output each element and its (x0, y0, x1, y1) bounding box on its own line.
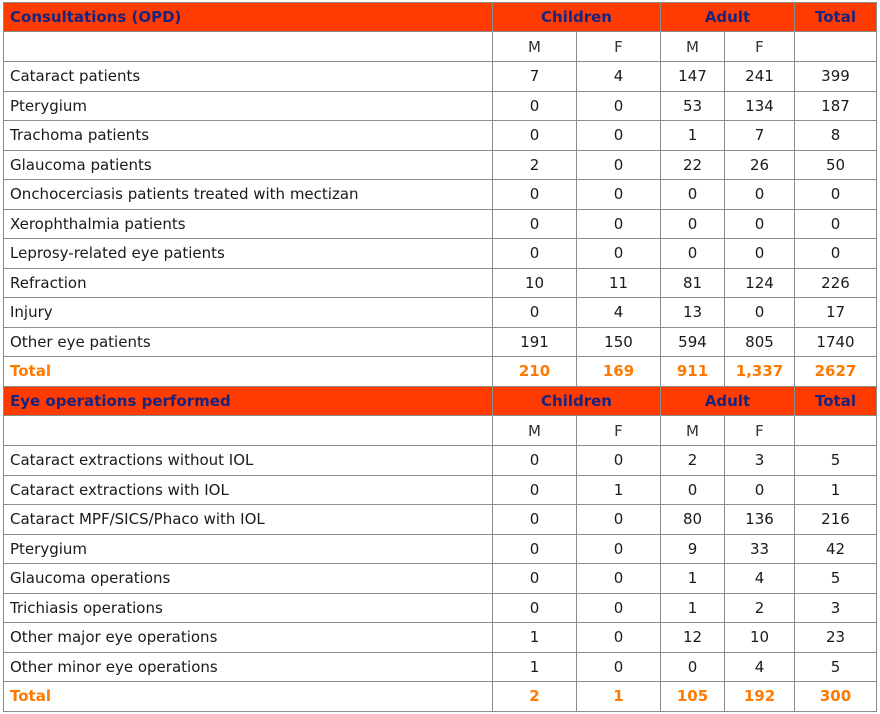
children-f-value: 0 (577, 239, 661, 269)
row-label: Other major eye operations (4, 623, 493, 653)
total-value: 1 (795, 475, 877, 505)
table-row (4, 623, 877, 653)
children-m-value: 0 (493, 446, 577, 476)
total-value: 0 (795, 209, 877, 239)
subheader-blank (4, 416, 493, 446)
children-m-value: 0 (493, 593, 577, 623)
total-row (4, 357, 877, 387)
subheader-adult-f: F (725, 32, 795, 62)
operations-title: Eye operations performed (4, 387, 493, 416)
subheader-children-m: M (493, 416, 577, 446)
row-label: Xerophthalmia patients (4, 209, 493, 239)
adult-m-value: 12 (661, 623, 725, 653)
children-m-value: 1 (493, 623, 577, 653)
table-row (4, 652, 877, 682)
adult-f-value: 136 (725, 505, 795, 535)
adult-f-value: 0 (725, 475, 795, 505)
total-value: 216 (795, 505, 877, 535)
subheader-adult-f: F (725, 416, 795, 446)
adult-m-value: 22 (661, 150, 725, 180)
children-m-value: 1 (493, 652, 577, 682)
children-m-value: 0 (493, 209, 577, 239)
children-m-value: 0 (493, 534, 577, 564)
adult-m-value: 594 (661, 327, 725, 357)
total-value: 5 (795, 652, 877, 682)
total-value: 1740 (795, 327, 877, 357)
total-value: 23 (795, 623, 877, 653)
children-m-value: 2 (493, 682, 577, 712)
children-m-value: 0 (493, 298, 577, 328)
operations-subheader-row (4, 416, 877, 446)
row-label: Pterygium (4, 534, 493, 564)
total-value: 2627 (795, 357, 877, 387)
children-f-value: 150 (577, 327, 661, 357)
total-label: Total (4, 682, 493, 712)
children-group-header: Children (493, 3, 661, 32)
adult-m-value: 1 (661, 593, 725, 623)
adult-f-value: 241 (725, 62, 795, 92)
subheader-total-blank (795, 416, 877, 446)
children-f-value: 0 (577, 505, 661, 535)
table-row (4, 534, 877, 564)
row-label: Other minor eye operations (4, 652, 493, 682)
children-f-value: 0 (577, 652, 661, 682)
children-f-value: 0 (577, 91, 661, 121)
row-label: Trichiasis operations (4, 593, 493, 623)
children-m-value: 0 (493, 121, 577, 151)
children-m-value: 10 (493, 268, 577, 298)
table-row (4, 121, 877, 151)
adult-f-value: 0 (725, 180, 795, 210)
adult-m-value: 0 (661, 239, 725, 269)
consultations-table (3, 2, 877, 387)
adult-m-value: 53 (661, 91, 725, 121)
total-value: 8 (795, 121, 877, 151)
total-value: 3 (795, 593, 877, 623)
children-m-value: 0 (493, 505, 577, 535)
adult-group-header: Adult (661, 3, 795, 32)
table-row (4, 564, 877, 594)
row-label: Refraction (4, 268, 493, 298)
adult-f-value: 192 (725, 682, 795, 712)
total-row (4, 682, 877, 712)
children-f-value: 4 (577, 298, 661, 328)
adult-f-value: 4 (725, 652, 795, 682)
children-f-value: 1 (577, 682, 661, 712)
subheader-adult-m: M (661, 32, 725, 62)
total-value: 42 (795, 534, 877, 564)
row-label: Trachoma patients (4, 121, 493, 151)
children-m-value: 191 (493, 327, 577, 357)
table-row (4, 62, 877, 92)
consultations-title: Consultations (OPD) (4, 3, 493, 32)
subheader-adult-m: M (661, 416, 725, 446)
adult-m-value: 0 (661, 209, 725, 239)
adult-m-value: 81 (661, 268, 725, 298)
table-row (4, 150, 877, 180)
total-value: 300 (795, 682, 877, 712)
adult-m-value: 105 (661, 682, 725, 712)
total-value: 187 (795, 91, 877, 121)
children-m-value: 210 (493, 357, 577, 387)
total-value: 5 (795, 446, 877, 476)
children-f-value: 4 (577, 62, 661, 92)
adult-m-value: 9 (661, 534, 725, 564)
adult-f-value: 3 (725, 446, 795, 476)
total-value: 5 (795, 564, 877, 594)
table-row (4, 209, 877, 239)
children-m-value: 2 (493, 150, 577, 180)
operations-header-row (4, 387, 877, 416)
children-m-value: 0 (493, 564, 577, 594)
children-f-value: 0 (577, 150, 661, 180)
children-m-value: 7 (493, 62, 577, 92)
total-value: 0 (795, 239, 877, 269)
row-label: Pterygium (4, 91, 493, 121)
children-f-value: 0 (577, 564, 661, 594)
adult-f-value: 7 (725, 121, 795, 151)
adult-f-value: 2 (725, 593, 795, 623)
adult-f-value: 0 (725, 298, 795, 328)
children-f-value: 1 (577, 475, 661, 505)
total-label: Total (4, 357, 493, 387)
adult-f-value: 0 (725, 209, 795, 239)
table-row (4, 593, 877, 623)
table-row (4, 298, 877, 328)
row-label: Glaucoma patients (4, 150, 493, 180)
table-row (4, 446, 877, 476)
adult-f-value: 124 (725, 268, 795, 298)
adult-f-value: 33 (725, 534, 795, 564)
table-row (4, 268, 877, 298)
subheader-children-m: M (493, 32, 577, 62)
adult-f-value: 1,337 (725, 357, 795, 387)
children-f-value: 0 (577, 446, 661, 476)
table-row (4, 91, 877, 121)
children-m-value: 0 (493, 239, 577, 269)
subheader-children-f: F (577, 32, 661, 62)
children-f-value: 0 (577, 623, 661, 653)
adult-f-value: 0 (725, 239, 795, 269)
table-row (4, 505, 877, 535)
adult-m-value: 0 (661, 475, 725, 505)
adult-f-value: 134 (725, 91, 795, 121)
total-value: 399 (795, 62, 877, 92)
row-label: Other eye patients (4, 327, 493, 357)
subheader-children-f: F (577, 416, 661, 446)
total-value: 17 (795, 298, 877, 328)
row-label: Leprosy-related eye patients (4, 239, 493, 269)
children-m-value: 0 (493, 180, 577, 210)
row-label: Cataract extractions with IOL (4, 475, 493, 505)
children-f-value: 11 (577, 268, 661, 298)
adult-m-value: 0 (661, 180, 725, 210)
adult-f-value: 26 (725, 150, 795, 180)
adult-group-header: Adult (661, 387, 795, 416)
row-label: Cataract patients (4, 62, 493, 92)
table-row (4, 475, 877, 505)
table-row (4, 327, 877, 357)
total-value: 0 (795, 180, 877, 210)
row-label: Injury (4, 298, 493, 328)
children-f-value: 0 (577, 534, 661, 564)
children-m-value: 0 (493, 91, 577, 121)
children-f-value: 0 (577, 209, 661, 239)
subheader-blank (4, 32, 493, 62)
adult-m-value: 80 (661, 505, 725, 535)
row-label: Onchocerciasis patients treated with mectizan (4, 180, 493, 210)
adult-m-value: 13 (661, 298, 725, 328)
children-group-header: Children (493, 387, 661, 416)
row-label: Glaucoma operations (4, 564, 493, 594)
subheader-total-blank (795, 32, 877, 62)
adult-m-value: 2 (661, 446, 725, 476)
adult-f-value: 805 (725, 327, 795, 357)
table-row (4, 239, 877, 269)
adult-m-value: 1 (661, 564, 725, 594)
consultations-header-row (4, 3, 877, 32)
children-f-value: 0 (577, 121, 661, 151)
adult-f-value: 4 (725, 564, 795, 594)
adult-f-value: 10 (725, 623, 795, 653)
total-value: 226 (795, 268, 877, 298)
consultations-subheader-row (4, 32, 877, 62)
adult-m-value: 911 (661, 357, 725, 387)
row-label: Cataract MPF/SICS/Phaco with IOL (4, 505, 493, 535)
adult-m-value: 1 (661, 121, 725, 151)
children-f-value: 0 (577, 593, 661, 623)
table-row (4, 180, 877, 210)
children-f-value: 169 (577, 357, 661, 387)
children-f-value: 0 (577, 180, 661, 210)
adult-m-value: 147 (661, 62, 725, 92)
total-group-header: Total (795, 387, 877, 416)
total-group-header: Total (795, 3, 877, 32)
children-m-value: 0 (493, 475, 577, 505)
adult-m-value: 0 (661, 652, 725, 682)
row-label: Cataract extractions without IOL (4, 446, 493, 476)
total-value: 50 (795, 150, 877, 180)
operations-table (3, 386, 877, 712)
